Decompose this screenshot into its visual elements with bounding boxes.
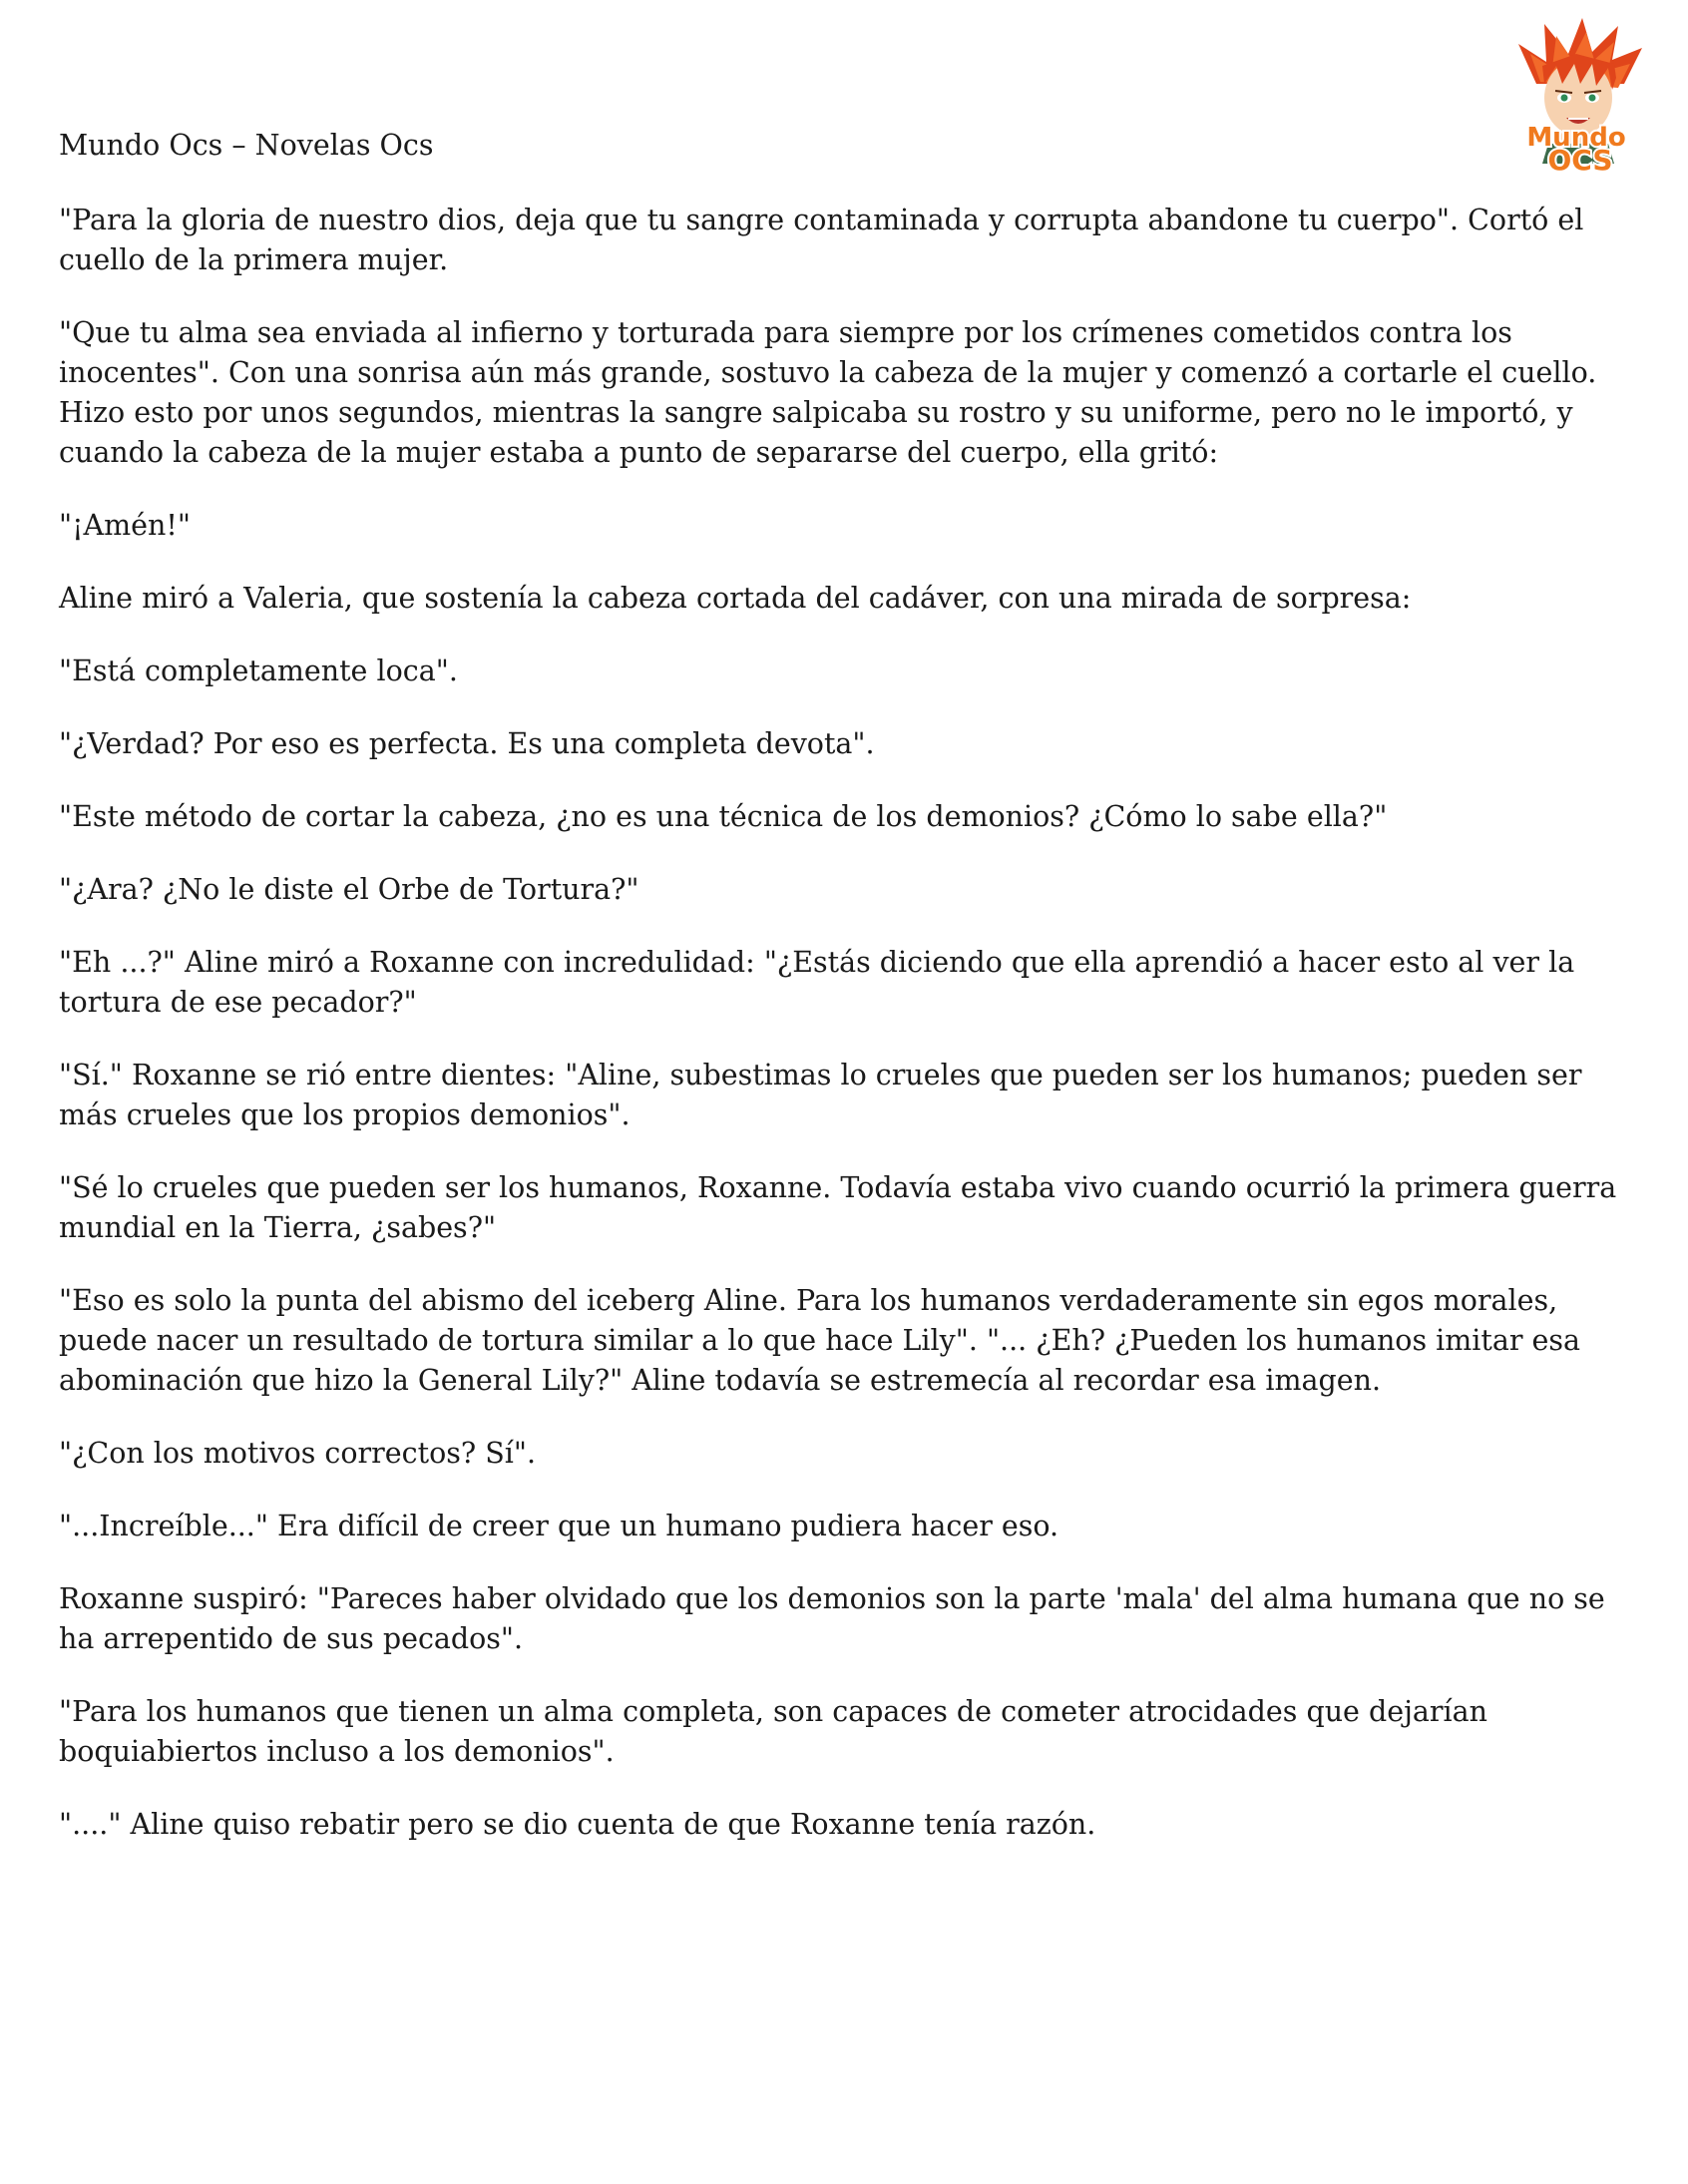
paragraph: "...." Aline quiso rebatir pero se dio cuenta de que Roxanne tenía razón. (59, 1808, 1096, 1841)
paragraph: "Eh ...?" Aline miró a Roxanne con incredulidad: "¿Estás diciendo que ella aprendió a hacer esto al ver la tortura de ese pecador?" (59, 946, 1575, 1019)
page-header-title: Mundo Ocs – Novelas Ocs (59, 129, 434, 162)
paragraph: "¿Con los motivos correctos? Sí". (59, 1437, 537, 1470)
mundo-ocs-logo-icon (1496, 14, 1656, 176)
paragraph: "¿Ara? ¿No le diste el Orbe de Tortura?" (59, 873, 639, 906)
paragraph: "Que tu alma sea enviada al infierno y torturada para siempre por los crímenes cometidos contra los inocentes". Con una sonrisa aún más grande, sostuvo la cabeza de la mujer y comenzó a cortarle el cuello. Hizo esto por unos segundos, mientras la sangre salpicaba su rostro y su uniforme, pero no le importó, y cuando la cabeza de la mujer estaba a punto de separarse del cuerpo, ella gritó: (59, 316, 1597, 469)
paragraph: Aline miró a Valeria, que sostenía la cabeza cortada del cadáver, con una mirada de sorpresa: (59, 582, 1412, 615)
paragraph: Roxanne suspiró: "Pareces haber olvidado que los demonios son la parte 'mala' del alma humana que no se ha arrepentido de sus pecados". (59, 1582, 1605, 1655)
paragraph: "¡Amén!" (59, 509, 191, 542)
logo-text-ocs: OCS (1547, 144, 1613, 176)
paragraph: "¿Verdad? Por eso es perfecta. Es una completa devota". (59, 727, 875, 760)
logo-text-mundo: Mundo (1526, 123, 1626, 153)
paragraph: "...Increíble..." Era difícil de creer que un humano pudiera hacer eso. (59, 1510, 1059, 1542)
paragraph: "Sé lo crueles que pueden ser los humanos, Roxanne. Todavía estaba vivo cuando ocurrió la primera guerra mundial en la Tierra, ¿sabes?" (59, 1171, 1617, 1244)
paragraph: "Para los humanos que tienen un alma completa, son capaces de cometer atrocidades que dejarían boquiabiertos incluso a los demonios". (59, 1695, 1487, 1768)
paragraph: "Este método de cortar la cabeza, ¿no es una técnica de los demonios? ¿Cómo lo sabe ella?" (59, 800, 1388, 833)
paragraph: "Sí." Roxanne se rió entre dientes: "Aline, subestimas lo crueles que pueden ser los humanos; pueden ser más crueles que los propios demonios". (59, 1059, 1582, 1131)
paragraph: "Eso es solo la punta del abismo del iceberg Aline. Para los humanos verdaderamente sin egos morales, puede nacer un resultado de tortura similar a lo que hace Lily". "... ¿Eh? ¿Pueden los humanos imitar esa abominación que hizo la General Lily?" Aline todavía se estremecía al recordar esa imagen. (59, 1284, 1581, 1397)
story-text (59, 201, 1640, 1878)
paragraph: "Para la gloria de nuestro dios, deja que tu sangre contaminada y corrupta abandone tu cuerpo". Cortó el cuello de la primera mujer. (59, 204, 1584, 276)
paragraph: "Está completamente loca". (59, 655, 458, 687)
